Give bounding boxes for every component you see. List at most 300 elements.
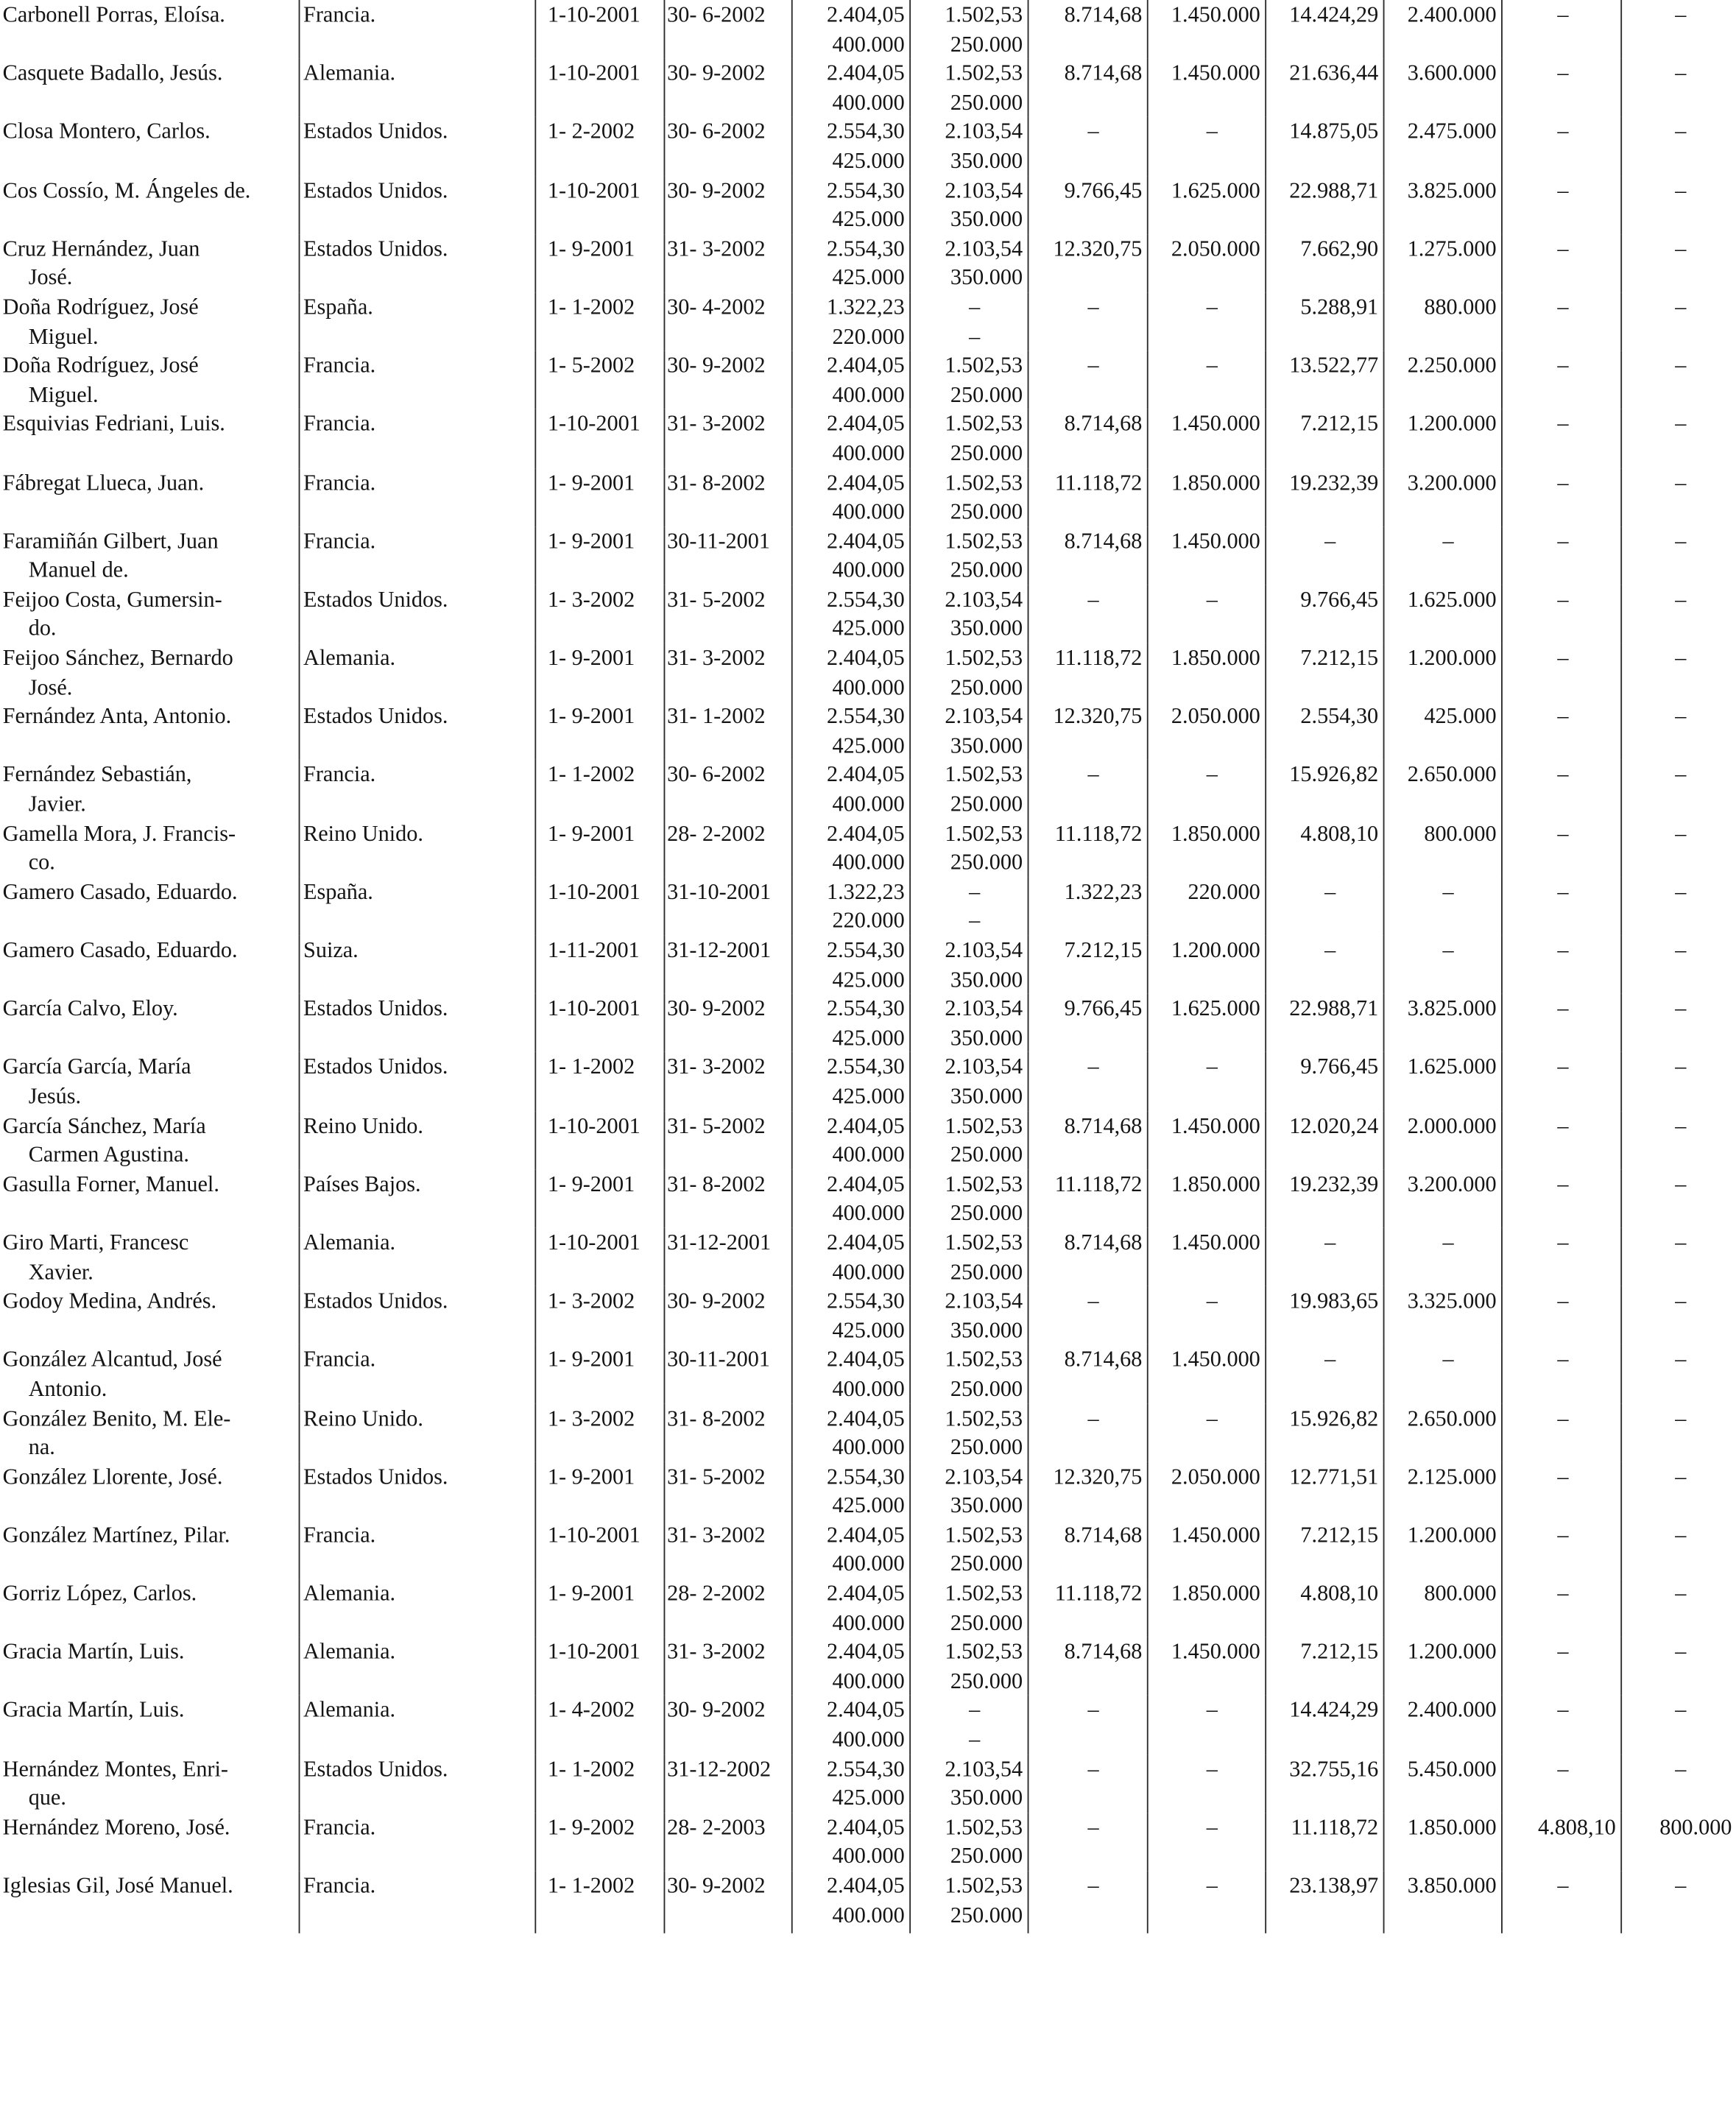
table-row — [0, 1696, 1736, 1754]
name-cell — [0, 760, 299, 818]
euro-value: 2.404,05 — [826, 1, 905, 27]
table-row — [0, 1052, 1736, 1110]
euro-value: 1.502,53 — [945, 527, 1023, 554]
amount-2003-euros-cell: 4.808,10 — [1501, 1813, 1620, 1871]
amount-2001-euros-cell: – — [1028, 1403, 1147, 1461]
amount-2001-pesetas-cell: 1.450.000 — [1147, 409, 1265, 468]
amount-2001-pesetas-cell: 2.050.000 — [1147, 234, 1265, 292]
table-row — [0, 175, 1736, 233]
end-date-cell: 30- 9-2002 — [664, 350, 791, 409]
peseta-value: 400.000 — [832, 1843, 905, 1869]
end-date-cell: 31- 8-2002 — [664, 468, 791, 526]
travel-amount-cell — [909, 1461, 1027, 1520]
amount-2001-euros-cell: – — [1028, 117, 1147, 175]
monthly-amount-cell — [791, 1111, 909, 1169]
amount-2002-pesetas-cell: 3.325.000 — [1383, 1286, 1501, 1344]
amount-2002-pesetas-cell: 1.625.000 — [1383, 585, 1501, 643]
start-date-cell: 1-10-2001 — [534, 1111, 663, 1169]
table-row — [0, 702, 1736, 760]
name-line: González Llorente, José. — [2, 1463, 223, 1489]
name-cell — [0, 643, 299, 702]
monthly-amount-cell — [791, 1696, 909, 1754]
amount-2002-euros-cell: 19.232,39 — [1265, 1169, 1383, 1227]
amount-2002-euros-cell: 23.138,97 — [1265, 1871, 1383, 1933]
end-date-cell: 28- 2-2002 — [664, 819, 791, 877]
amount-2002-euros-cell: 22.988,71 — [1265, 175, 1383, 233]
end-date-cell: 30- 6-2002 — [664, 0, 791, 58]
amount-2003-pesetas-cell: – — [1620, 819, 1736, 877]
amount-2003-pesetas-cell: – — [1620, 643, 1736, 702]
name-cell — [0, 468, 299, 526]
euro-value: 2.404,05 — [826, 469, 905, 496]
euro-value: 2.404,05 — [826, 1872, 905, 1898]
amount-2002-pesetas-cell: 2.400.000 — [1383, 0, 1501, 58]
name-continuation: José. — [28, 674, 73, 700]
travel-amount-cell — [909, 1228, 1027, 1286]
amount-2003-euros-cell: – — [1501, 585, 1620, 643]
name-line: Godoy Medina, Andrés. — [2, 1287, 217, 1313]
euro-value: 2.554,30 — [826, 995, 905, 1021]
name-cell — [0, 936, 299, 994]
amount-2002-euros-cell: 4.808,10 — [1265, 1579, 1383, 1637]
amount-2001-pesetas-cell: – — [1147, 1871, 1265, 1933]
monthly-amount-cell — [791, 1228, 909, 1286]
peseta-value: 400.000 — [832, 849, 905, 875]
start-date-cell: 1- 9-2001 — [534, 1345, 663, 1403]
name-line: Gasulla Forner, Manuel. — [2, 1171, 219, 1197]
amount-2001-euros-cell: 8.714,68 — [1028, 526, 1147, 585]
monthly-amount-cell — [791, 702, 909, 760]
start-date-cell: 1- 9-2001 — [534, 1579, 663, 1637]
travel-amount-cell — [909, 1286, 1027, 1344]
name-line: Carbonell Porras, Eloísa. — [2, 1, 225, 27]
peseta-value: 250.000 — [950, 440, 1023, 466]
amount-2002-pesetas-cell: 1.200.000 — [1383, 1637, 1501, 1696]
peseta-value: 350.000 — [950, 1024, 1023, 1051]
amount-2002-pesetas-cell: 3.825.000 — [1383, 994, 1501, 1052]
name-cell — [0, 409, 299, 468]
travel-amount-cell — [909, 1111, 1027, 1169]
amount-2001-pesetas-cell: – — [1147, 1813, 1265, 1871]
euro-value: 1.322,23 — [826, 293, 905, 320]
amount-2001-pesetas-cell: 2.050.000 — [1147, 1461, 1265, 1520]
amount-2001-euros-cell: 8.714,68 — [1028, 409, 1147, 468]
end-date-cell: 30-11-2001 — [664, 1345, 791, 1403]
amount-2002-pesetas-cell: 2.400.000 — [1383, 1696, 1501, 1754]
start-date-cell: 1-10-2001 — [534, 58, 663, 116]
amount-2002-euros-cell: 7.662,90 — [1265, 234, 1383, 292]
table-row — [0, 1520, 1736, 1579]
monthly-amount-cell — [791, 643, 909, 702]
euro-value: 2.103,54 — [945, 235, 1023, 261]
country-cell: Estados Unidos. — [299, 1052, 535, 1110]
monthly-amount-cell — [791, 1754, 909, 1812]
amount-2001-pesetas-cell: 1.450.000 — [1147, 526, 1265, 585]
name-cell — [0, 1111, 299, 1169]
peseta-value: 400.000 — [832, 381, 905, 407]
name-cell — [0, 1169, 299, 1227]
name-cell — [0, 877, 299, 935]
peseta-value: 400.000 — [832, 1551, 905, 1577]
euro-value: 2.554,30 — [826, 585, 905, 612]
table-row — [0, 526, 1736, 585]
monthly-amount-cell — [791, 234, 909, 292]
table-row — [0, 0, 1736, 58]
end-date-cell: 30- 4-2002 — [664, 292, 791, 350]
peseta-value: 350.000 — [950, 1316, 1023, 1343]
amount-2002-euros-cell: 12.771,51 — [1265, 1461, 1383, 1520]
start-date-cell: 1- 9-2002 — [534, 1813, 663, 1871]
country-cell: Reino Unido. — [299, 1403, 535, 1461]
country-cell: Estados Unidos. — [299, 1754, 535, 1812]
amount-2001-euros-cell: 8.714,68 — [1028, 1637, 1147, 1696]
amount-2001-euros-cell: – — [1028, 1813, 1147, 1871]
amount-2003-euros-cell: – — [1501, 1637, 1620, 1696]
euro-value: 2.404,05 — [826, 1696, 905, 1723]
peseta-value: 425.000 — [832, 1492, 905, 1518]
peseta-value: 400.000 — [832, 1199, 905, 1226]
peseta-value: 425.000 — [832, 1784, 905, 1810]
euro-value: 2.404,05 — [826, 644, 905, 671]
peseta-value: – — [969, 907, 981, 934]
monthly-amount-cell — [791, 1052, 909, 1110]
peseta-value: 425.000 — [832, 732, 905, 758]
monthly-amount-cell — [791, 526, 909, 585]
name-continuation: Carmen Agustina. — [28, 1141, 189, 1168]
amount-2001-pesetas-cell: – — [1147, 1403, 1265, 1461]
euro-value: 2.103,54 — [945, 585, 1023, 612]
start-date-cell: 1- 9-2001 — [534, 526, 663, 585]
travel-amount-cell — [909, 234, 1027, 292]
country-cell: Francia. — [299, 526, 535, 585]
amount-2002-pesetas-cell: 2.650.000 — [1383, 1403, 1501, 1461]
amount-2001-pesetas-cell: 1.450.000 — [1147, 1345, 1265, 1403]
table-row — [0, 1111, 1736, 1169]
start-date-cell: 1- 9-2001 — [534, 819, 663, 877]
name-line: Fernández Anta, Antonio. — [2, 702, 232, 729]
amount-2001-euros-cell: 11.118,72 — [1028, 643, 1147, 702]
amount-2003-pesetas-cell: – — [1620, 175, 1736, 233]
monthly-amount-cell — [791, 936, 909, 994]
country-cell: Francia. — [299, 1520, 535, 1579]
name-line: Cos Cossío, M. Ángeles de. — [2, 177, 251, 203]
name-line: Giro Marti, Francesc — [2, 1229, 189, 1255]
monthly-amount-cell — [791, 1286, 909, 1344]
euro-value: 2.554,30 — [826, 702, 905, 729]
country-cell: Reino Unido. — [299, 819, 535, 877]
monthly-amount-cell — [791, 1871, 909, 1933]
peseta-value: 350.000 — [950, 1492, 1023, 1518]
travel-amount-cell — [909, 1813, 1027, 1871]
amount-2001-pesetas-cell: 1.450.000 — [1147, 1228, 1265, 1286]
table-row — [0, 994, 1736, 1052]
peseta-value: 250.000 — [950, 674, 1023, 700]
name-continuation: do. — [28, 615, 57, 641]
peseta-value: 250.000 — [950, 1433, 1023, 1460]
amount-2003-euros-cell: – — [1501, 1111, 1620, 1169]
euro-value: 2.404,05 — [826, 410, 905, 437]
end-date-cell: 31- 3-2002 — [664, 234, 791, 292]
peseta-value: 425.000 — [832, 147, 905, 174]
travel-amount-cell — [909, 468, 1027, 526]
euro-value: 1.502,53 — [945, 1112, 1023, 1138]
peseta-value: 250.000 — [950, 1551, 1023, 1577]
amount-2002-euros-cell: 13.522,77 — [1265, 350, 1383, 409]
monthly-amount-cell — [791, 819, 909, 877]
table-row — [0, 1403, 1736, 1461]
end-date-cell: 31- 3-2002 — [664, 1637, 791, 1696]
name-cell — [0, 1228, 299, 1286]
amount-2002-pesetas-cell: 2.125.000 — [1383, 1461, 1501, 1520]
amount-2003-euros-cell: – — [1501, 468, 1620, 526]
travel-amount-cell — [909, 1345, 1027, 1403]
euro-value: 2.404,05 — [826, 819, 905, 846]
amount-2002-pesetas-cell: 1.625.000 — [1383, 1052, 1501, 1110]
travel-amount-cell — [909, 585, 1027, 643]
amount-2001-pesetas-cell: – — [1147, 1286, 1265, 1344]
country-cell: Francia. — [299, 1345, 535, 1403]
monthly-amount-cell — [791, 350, 909, 409]
name-cell — [0, 1754, 299, 1812]
amount-2003-euros-cell: – — [1501, 1696, 1620, 1754]
amount-2001-euros-cell: 9.766,45 — [1028, 175, 1147, 233]
amount-2002-euros-cell: 5.288,91 — [1265, 292, 1383, 350]
amount-2001-euros-cell: 7.212,15 — [1028, 936, 1147, 994]
amount-2002-pesetas-cell: 1.200.000 — [1383, 643, 1501, 702]
name-continuation: Miguel. — [28, 322, 99, 349]
country-cell: Estados Unidos. — [299, 117, 535, 175]
amount-2003-pesetas-cell: – — [1620, 1579, 1736, 1637]
peseta-value: 250.000 — [950, 1901, 1023, 1928]
amount-2001-euros-cell: – — [1028, 1754, 1147, 1812]
peseta-value: 350.000 — [950, 732, 1023, 758]
monthly-amount-cell — [791, 1579, 909, 1637]
table-row — [0, 1461, 1736, 1520]
amount-2003-pesetas-cell: – — [1620, 760, 1736, 818]
peseta-value: 400.000 — [832, 1141, 905, 1168]
travel-amount-cell — [909, 643, 1027, 702]
name-line: Faramiñán Gilbert, Juan — [2, 527, 219, 554]
table-row — [0, 585, 1736, 643]
name-continuation: Xavier. — [28, 1258, 93, 1285]
end-date-cell: 31- 8-2002 — [664, 1403, 791, 1461]
peseta-value: 250.000 — [950, 790, 1023, 817]
peseta-value: 400.000 — [832, 1668, 905, 1694]
amount-2003-pesetas-cell: – — [1620, 58, 1736, 116]
start-date-cell: 1- 5-2002 — [534, 350, 663, 409]
amount-2002-euros-cell: – — [1265, 1345, 1383, 1403]
euro-value: 1.502,53 — [945, 60, 1023, 86]
monthly-amount-cell — [791, 468, 909, 526]
end-date-cell: 31- 5-2002 — [664, 1461, 791, 1520]
euro-value: – — [969, 878, 981, 904]
peseta-value: 400.000 — [832, 790, 905, 817]
amount-2003-pesetas-cell: – — [1620, 1754, 1736, 1812]
peseta-value: – — [969, 1726, 981, 1752]
amount-2002-euros-cell: 14.875,05 — [1265, 117, 1383, 175]
amount-2002-pesetas-cell: 3.600.000 — [1383, 58, 1501, 116]
start-date-cell: 1- 3-2002 — [534, 585, 663, 643]
start-date-cell: 1- 1-2002 — [534, 292, 663, 350]
amount-2003-pesetas-cell: – — [1620, 585, 1736, 643]
name-line: Hernández Montes, Enri- — [2, 1755, 228, 1782]
start-date-cell: 1-11-2001 — [534, 936, 663, 994]
amount-2003-euros-cell: – — [1501, 526, 1620, 585]
end-date-cell: 30- 9-2002 — [664, 994, 791, 1052]
amount-2001-pesetas-cell: 1.625.000 — [1147, 994, 1265, 1052]
amount-2002-pesetas-cell: 425.000 — [1383, 702, 1501, 760]
amount-2001-pesetas-cell: 1.850.000 — [1147, 468, 1265, 526]
amount-2002-pesetas-cell: 2.000.000 — [1383, 1111, 1501, 1169]
name-cell — [0, 175, 299, 233]
peseta-value: 250.000 — [950, 88, 1023, 115]
amount-2002-pesetas-cell: 3.200.000 — [1383, 468, 1501, 526]
name-continuation: Javier. — [28, 790, 86, 817]
country-cell: Alemania. — [299, 1696, 535, 1754]
start-date-cell: 1-10-2001 — [534, 409, 663, 468]
end-date-cell: 30- 6-2002 — [664, 117, 791, 175]
name-cell — [0, 526, 299, 585]
peseta-value: 400.000 — [832, 1375, 905, 1401]
euro-value: 1.502,53 — [945, 469, 1023, 496]
amount-2001-euros-cell: 1.322,23 — [1028, 877, 1147, 935]
amount-2002-euros-cell: 4.808,10 — [1265, 819, 1383, 877]
amount-2003-pesetas-cell: – — [1620, 117, 1736, 175]
peseta-value: 350.000 — [950, 264, 1023, 291]
amount-2002-pesetas-cell: 880.000 — [1383, 292, 1501, 350]
peseta-value: 400.000 — [832, 1901, 905, 1928]
amount-2003-euros-cell: – — [1501, 1286, 1620, 1344]
amount-2001-pesetas-cell: – — [1147, 1754, 1265, 1812]
travel-amount-cell — [909, 117, 1027, 175]
travel-amount-cell — [909, 702, 1027, 760]
amount-2003-euros-cell: – — [1501, 1345, 1620, 1403]
name-line: Fábregat Llueca, Juan. — [2, 469, 205, 496]
euro-value: 2.404,05 — [826, 1171, 905, 1197]
amount-2001-euros-cell: – — [1028, 1286, 1147, 1344]
travel-amount-cell — [909, 409, 1027, 468]
peseta-value: 250.000 — [950, 849, 1023, 875]
name-cell — [0, 1696, 299, 1754]
amount-2003-pesetas-cell: – — [1620, 1696, 1736, 1754]
country-cell: Países Bajos. — [299, 1169, 535, 1227]
amount-2003-pesetas-cell: – — [1620, 936, 1736, 994]
start-date-cell: 1- 9-2001 — [534, 1461, 663, 1520]
travel-amount-cell — [909, 1637, 1027, 1696]
start-date-cell: 1- 1-2002 — [534, 760, 663, 818]
euro-value: 1.502,53 — [945, 819, 1023, 846]
name-cell — [0, 1403, 299, 1461]
euro-value: 2.554,30 — [826, 118, 905, 144]
amount-2002-euros-cell: 32.755,16 — [1265, 1754, 1383, 1812]
amount-2002-euros-cell: 9.766,45 — [1265, 1052, 1383, 1110]
travel-amount-cell — [909, 1169, 1027, 1227]
amount-2001-pesetas-cell: 1.450.000 — [1147, 1111, 1265, 1169]
amount-2003-euros-cell: – — [1501, 409, 1620, 468]
country-cell: Francia. — [299, 468, 535, 526]
amount-2003-euros-cell: – — [1501, 292, 1620, 350]
peseta-value: 425.000 — [832, 1316, 905, 1343]
amount-2001-euros-cell: 8.714,68 — [1028, 1228, 1147, 1286]
peseta-value: 425.000 — [832, 966, 905, 992]
country-cell: Estados Unidos. — [299, 234, 535, 292]
name-line: Feijoo Sánchez, Bernardo — [2, 644, 233, 671]
start-date-cell: 1- 4-2002 — [534, 1696, 663, 1754]
name-line: Gorriz López, Carlos. — [2, 1579, 197, 1606]
amount-2002-euros-cell: 15.926,82 — [1265, 1403, 1383, 1461]
country-cell: Alemania. — [299, 1579, 535, 1637]
monthly-amount-cell — [791, 58, 909, 116]
euro-value: 1.502,53 — [945, 1, 1023, 27]
amount-2003-pesetas-cell: – — [1620, 0, 1736, 58]
peseta-value: 250.000 — [950, 1258, 1023, 1285]
monthly-amount-cell — [791, 1461, 909, 1520]
amount-2001-pesetas-cell: 1.450.000 — [1147, 58, 1265, 116]
name-cell — [0, 1637, 299, 1696]
euro-value: 1.502,53 — [945, 1521, 1023, 1548]
amount-2001-euros-cell: 8.714,68 — [1028, 1345, 1147, 1403]
peseta-value: 220.000 — [832, 322, 905, 349]
peseta-value: 425.000 — [832, 615, 905, 641]
euro-value: 2.103,54 — [945, 702, 1023, 729]
name-cell — [0, 292, 299, 350]
travel-amount-cell — [909, 1754, 1027, 1812]
table-row — [0, 936, 1736, 994]
end-date-cell: 31- 5-2002 — [664, 1111, 791, 1169]
monthly-amount-cell — [791, 1403, 909, 1461]
name-cell — [0, 1579, 299, 1637]
amount-2003-euros-cell: – — [1501, 1461, 1620, 1520]
country-cell: Alemania. — [299, 1228, 535, 1286]
peseta-value: 425.000 — [832, 205, 905, 232]
amount-2001-pesetas-cell: 1.850.000 — [1147, 643, 1265, 702]
name-line: Gracia Martín, Luis. — [2, 1696, 185, 1723]
table-row — [0, 350, 1736, 409]
end-date-cell: 30- 6-2002 — [664, 760, 791, 818]
amount-2001-euros-cell: 8.714,68 — [1028, 58, 1147, 116]
end-date-cell: 30-11-2001 — [664, 526, 791, 585]
amount-2003-pesetas-cell: – — [1620, 877, 1736, 935]
euro-value: 2.404,05 — [826, 1112, 905, 1138]
table-row — [0, 877, 1736, 935]
monthly-amount-cell — [791, 1520, 909, 1579]
amount-2003-euros-cell: – — [1501, 1169, 1620, 1227]
amount-2001-pesetas-cell: 1.850.000 — [1147, 819, 1265, 877]
name-line: González Benito, M. Ele- — [2, 1404, 231, 1431]
amount-2001-euros-cell: – — [1028, 1696, 1147, 1754]
amount-2003-pesetas-cell: – — [1620, 1637, 1736, 1696]
amount-2002-pesetas-cell: 5.450.000 — [1383, 1754, 1501, 1812]
peseta-value: 250.000 — [950, 498, 1023, 524]
name-line: García Calvo, Eloy. — [2, 995, 178, 1021]
travel-amount-cell — [909, 58, 1027, 116]
amount-2003-euros-cell: – — [1501, 819, 1620, 877]
amount-2002-euros-cell: 7.212,15 — [1265, 1520, 1383, 1579]
amount-2001-pesetas-cell: 2.050.000 — [1147, 702, 1265, 760]
amount-2002-pesetas-cell: – — [1383, 1345, 1501, 1403]
peseta-value: – — [969, 322, 981, 349]
amount-2001-pesetas-cell: – — [1147, 292, 1265, 350]
amount-2002-pesetas-cell: 1.850.000 — [1383, 1813, 1501, 1871]
amount-2003-euros-cell: – — [1501, 760, 1620, 818]
name-line: Casquete Badallo, Jesús. — [2, 60, 223, 86]
country-cell: Estados Unidos. — [299, 175, 535, 233]
euro-value: 1.502,53 — [945, 1813, 1023, 1840]
euro-value: 2.554,30 — [826, 937, 905, 963]
amount-2001-euros-cell: – — [1028, 292, 1147, 350]
end-date-cell: 31- 8-2002 — [664, 1169, 791, 1227]
amount-2002-pesetas-cell: 800.000 — [1383, 819, 1501, 877]
